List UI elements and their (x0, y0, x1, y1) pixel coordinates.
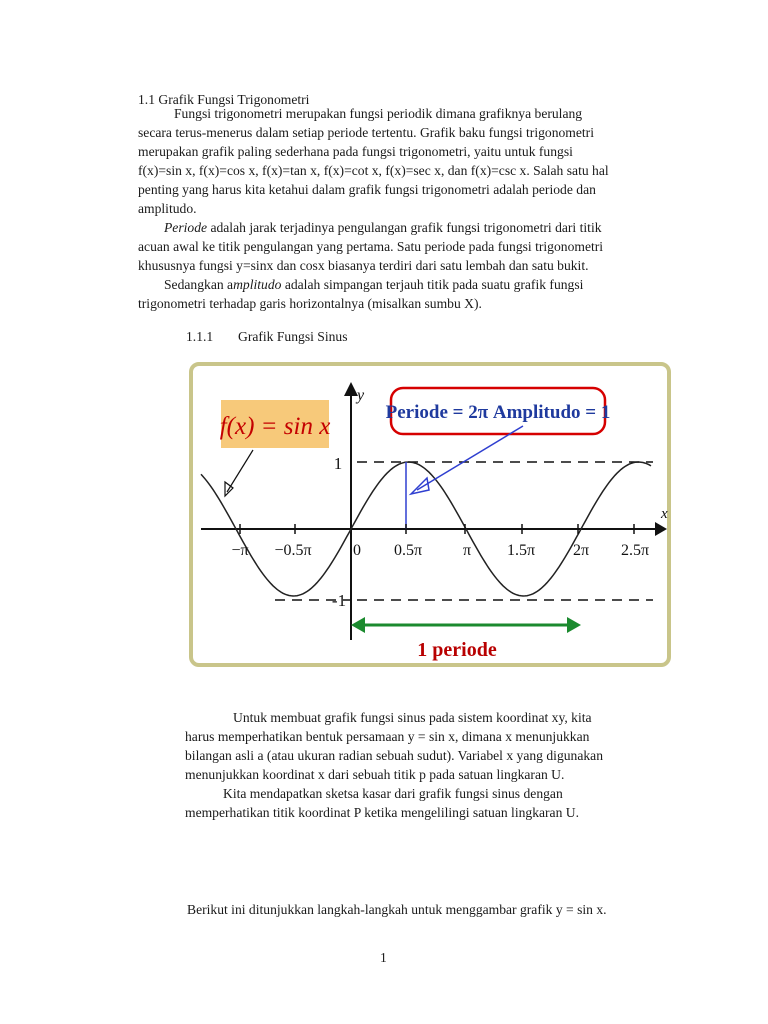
text-line: adalah jarak terjadinya pengulangan grafik fungsi trigonometri dari titik (207, 220, 602, 235)
period-label: 1 periode (417, 639, 497, 661)
text-fragment: Sedangkan a (164, 277, 234, 292)
amplitude-pointer-head (411, 478, 429, 494)
subsection-heading (186, 327, 348, 346)
paragraph-periode (138, 218, 678, 275)
text-line: bilangan asli a (atau ukuran radian sebuah sudut). Variabel x yang digunakan (185, 748, 604, 763)
term-amplitudo: mplitudo (233, 277, 282, 292)
subsection-title: Grafik Fungsi Sinus (238, 329, 348, 344)
x-tick-label: 0.5π (393, 542, 423, 559)
text-line: menunjukkan koordinat x dari sebuah titik p pada satuan lingkaran U. (185, 767, 565, 782)
term-periode: Periode (164, 220, 208, 235)
text-line: amplitudo. (138, 201, 197, 216)
period-arrow-left-head (351, 617, 365, 633)
text-line: merupakan grafik paling sederhana pada fungsi trigonometri, yaitu untuk fungsi (138, 144, 573, 159)
x-tick-group (231, 542, 649, 559)
text-line: f(x)=sin x, f(x)=cos x, f(x)=tan x, f(x)=cot x, f(x)=sec x, dan f(x)=csc x. Salah satu hal (138, 163, 609, 178)
x-tick-label: −0.5π (274, 542, 312, 559)
text-line: penting yang harus kita ketahui dalam grafik fungsi trigonometri adalah periode dan (138, 182, 596, 197)
y-axis-arrow (344, 382, 358, 396)
text-line: adalah simpangan terjauh titik pada suatu grafik fungsi (281, 277, 584, 292)
paragraph-method (185, 708, 675, 784)
text-line: khususnya fungsi y=sinx dan cosx biasanya terdiri dari satu lembah dan satu bukit. (138, 258, 589, 273)
text-line: harus memperhatikan bentuk persamaan y = sin x, dimana x menunjukkan (185, 729, 590, 744)
x-tick-label: 1.5π (506, 542, 536, 559)
period-arrow-right-head (567, 617, 581, 633)
paragraph-amplitudo (138, 275, 678, 313)
text-line: secara terus-menerus dalam setiap periode tertentu. Grafik baku fungsi trigonometri (138, 125, 594, 140)
y-tick-label: 1 (333, 454, 343, 473)
paragraph-intro (138, 104, 675, 218)
subsection-number: 1.1.1 (186, 329, 214, 344)
text-line: acuan awal ke titik pengulangan yang pertama. Satu periode pada fungsi trigonometri (138, 239, 604, 254)
y-tick-label: -1 (331, 591, 347, 610)
x-tick-label: 2π (572, 542, 590, 559)
paragraph-sketch (185, 784, 675, 822)
y-axis-label: y (357, 387, 365, 404)
sine-graph (193, 366, 667, 663)
amplitude-pointer-line (417, 426, 523, 490)
x-tick-label: 0 (353, 542, 361, 559)
text-line: Fungsi trigonometri merupakan fungsi periodik dimana grafiknya berulang (174, 106, 583, 121)
sine-graph-figure (189, 362, 671, 667)
x-axis-arrow (655, 522, 667, 536)
formula-label: f(x) = sin x (219, 413, 331, 440)
x-axis-label: x (661, 506, 668, 522)
paragraph-steps-intro: Berikut ini ditunjukkan langkah-langkah untuk menggambar grafik y = sin x. (187, 902, 607, 917)
info-label: Periode = 2π Amplitudo = 1 (385, 402, 611, 423)
text-line: trigonometri terhadap garis horizontalnya (misalkan sumbu X). (138, 296, 482, 311)
x-tick-label: 2.5π (620, 542, 650, 559)
x-tick-label: −π (231, 542, 249, 559)
x-tick-label: π (462, 542, 472, 559)
text-line: Kita mendapatkan sketsa kasar dari grafik fungsi sinus dengan (223, 786, 563, 801)
section-heading: 1.1 Grafik Fungsi Trigonometri (138, 92, 310, 107)
text-line: memperhatikan titik koordinat P ketika mengelilingi satuan lingkaran U. (185, 805, 579, 820)
page-number: 1 (380, 950, 387, 965)
text-line: Untuk membuat grafik fungsi sinus pada sistem koordinat xy, kita (233, 710, 592, 725)
